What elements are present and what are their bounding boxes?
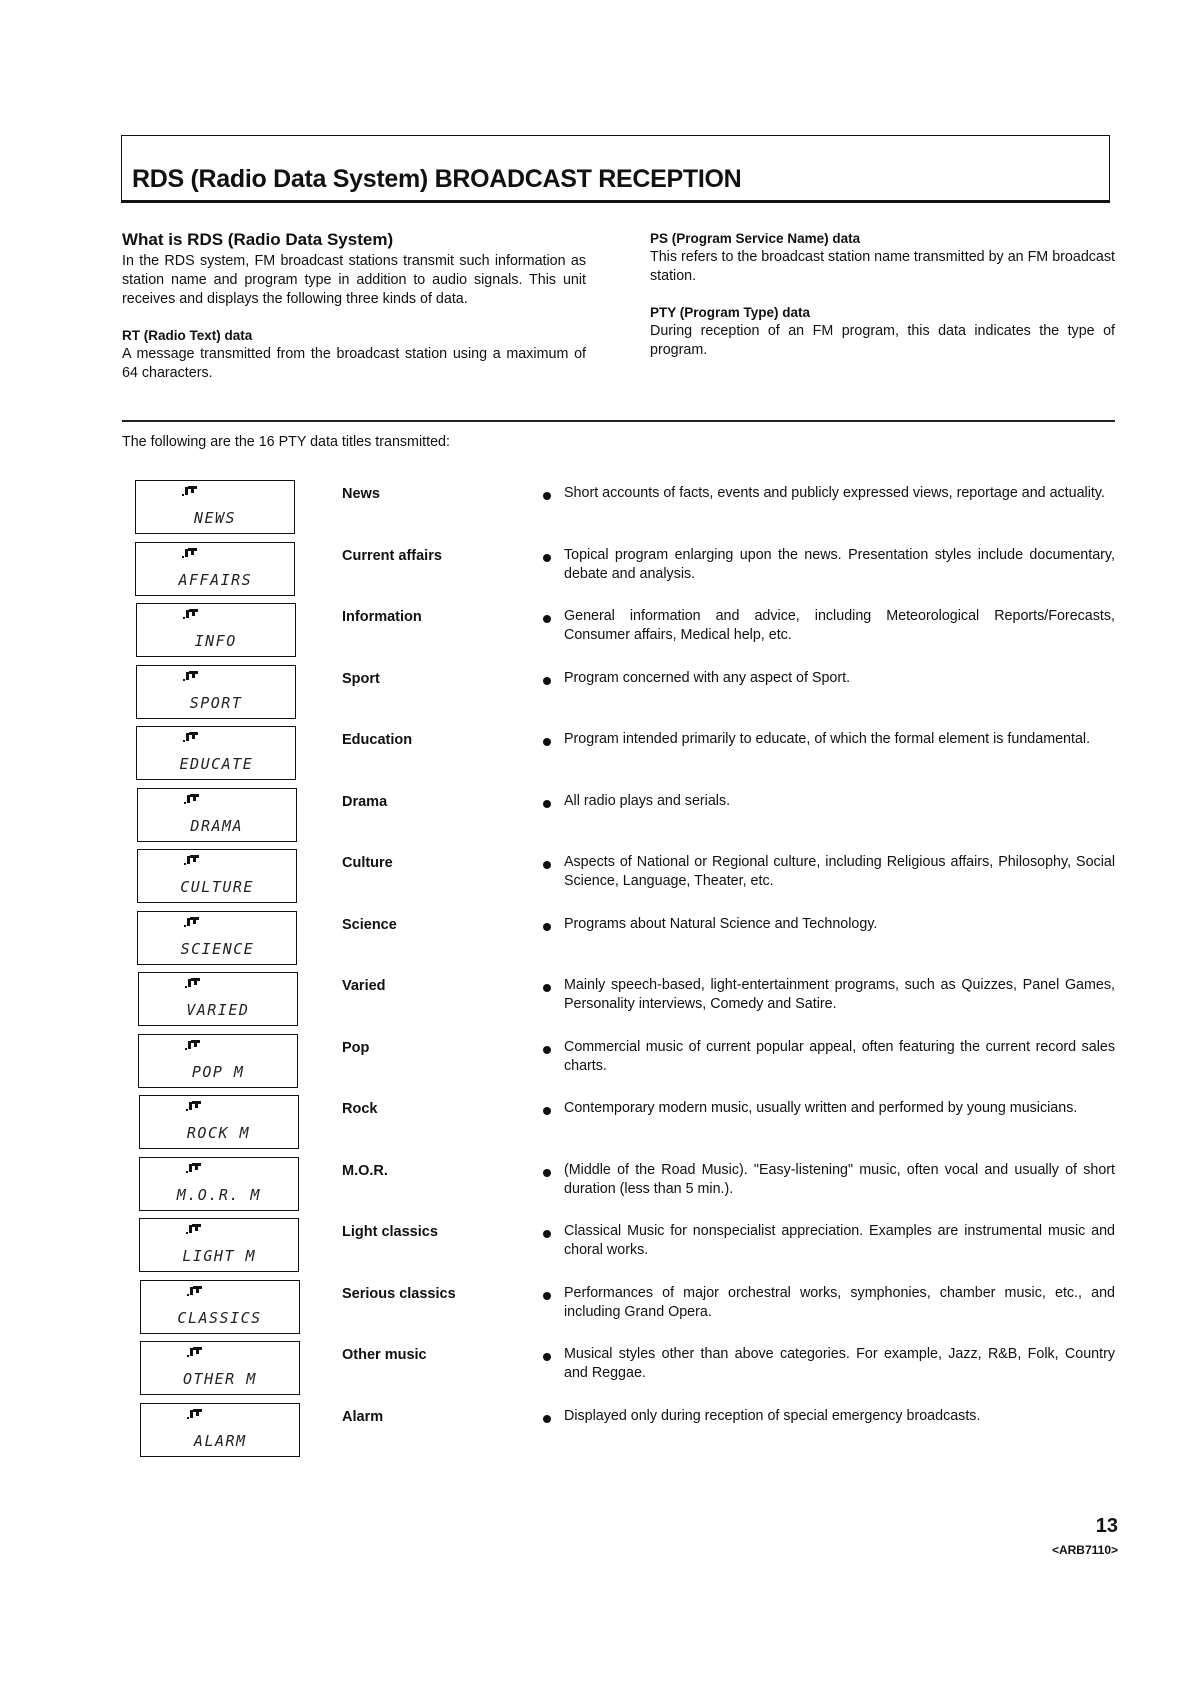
pty-row <box>0 788 1191 844</box>
pty-category: Alarm <box>342 1408 384 1425</box>
pty-indicator-icon <box>186 1223 202 1235</box>
pty-description: Aspects of National or Regional culture, including Religious affairs, Philosophy, Social Science, Language, Theater, etc. <box>564 854 1115 889</box>
pty-category: Current affairs <box>342 547 442 564</box>
what-is-rds-heading: What is RDS (Radio Data System) <box>122 230 394 249</box>
lcd-text: DRAMA <box>190 816 244 835</box>
pty-category: Light classics <box>342 1224 438 1240</box>
pty-row <box>0 911 1191 967</box>
pty-row <box>0 1218 1191 1274</box>
pty-description: Programs about Natural Science and Technology. <box>564 915 878 932</box>
ps-heading: PS (Program Service Name) data <box>650 231 861 246</box>
bullet-icon <box>543 554 551 562</box>
lcd-text: OTHER M <box>183 1370 257 1388</box>
document-code: <ARB7110> <box>1051 1543 1118 1557</box>
intro-right-column <box>650 230 1115 360</box>
pty-indicator-icon <box>184 793 200 805</box>
bullet-icon <box>543 677 551 685</box>
pty-category: Culture <box>342 855 393 871</box>
pty-category: M.O.R. <box>342 1162 388 1179</box>
what-is-rds-text: In the RDS system, FM broadcast stations transmit such information as station name and program type in addition to audio signals. This unit receives and displays the following three kinds of data. <box>122 253 586 307</box>
pty-category: Rock <box>342 1101 378 1117</box>
page-title: RDS (Radio Data System) BROADCAST RECEPTION <box>132 165 742 193</box>
lcd-display <box>139 1157 299 1211</box>
bullet-icon <box>543 1353 551 1361</box>
lcd-text: INFO <box>194 632 237 650</box>
pty-description: General information and advice, including Meteorological Reports/Forecasts, Consumer affairs, Medical help, etc. <box>564 608 1115 643</box>
lcd-text: VARIED <box>186 1001 250 1019</box>
bullet-icon <box>543 800 551 808</box>
pty-row <box>0 542 1191 598</box>
page-number: 13 <box>1095 1515 1118 1537</box>
lcd-display <box>136 726 296 780</box>
intro-left-column <box>122 230 586 383</box>
lcd-display <box>140 1341 300 1395</box>
pty-category: Varied <box>342 978 386 994</box>
lcd-text: ROCK M <box>186 1124 251 1142</box>
lcd-text: AFFAIRS <box>178 570 253 589</box>
pty-indicator-icon <box>183 670 199 682</box>
lcd-display <box>137 911 297 965</box>
bullet-icon <box>543 1046 551 1054</box>
bullet-icon <box>543 861 551 869</box>
pty-heading: PTY (Program Type) data <box>650 305 811 320</box>
pty-description: Short accounts of facts, events and publicly expressed views, reportage and actuality. <box>564 485 1105 501</box>
pty-indicator-icon <box>185 977 201 989</box>
lcd-display <box>140 1403 300 1457</box>
pty-row <box>0 1403 1191 1459</box>
pty-description: Mainly speech-based, light-entertainment programs, such as Quizzes, Panel Games, Personality interviews, Comedy and Satire. <box>564 977 1115 1012</box>
ps-text: This refers to the broadcast station name transmitted by an FM broadcast station. <box>650 249 1115 284</box>
pty-description: Topical program enlarging upon the news. Presentation styles include documentary, debate and analysis. <box>564 546 1115 582</box>
pty-indicator-icon <box>182 485 198 497</box>
pty-indicator-icon <box>187 1285 203 1297</box>
pty-indicator-icon <box>184 854 200 866</box>
bullet-icon <box>543 984 551 992</box>
rt-heading: RT (Radio Text) data <box>122 328 253 343</box>
lcd-text: LIGHT M <box>182 1247 257 1265</box>
pty-description: Program intended primarily to educate, of which the formal element is fundamental. <box>564 731 1091 747</box>
pty-category: Serious classics <box>342 1285 456 1302</box>
pty-row <box>0 726 1191 782</box>
pty-description: Performances of major orchestral works, symphonies, chamber music, etc., and including Grand Opera. <box>564 1284 1115 1320</box>
pty-description: Contemporary modern music, usually written and performed by young musicians. <box>564 1100 1078 1116</box>
pty-row <box>0 849 1191 905</box>
lcd-text: POP M <box>191 1062 245 1081</box>
pty-description: Musical styles other than above categories. For example, Jazz, R&B, Folk, Country and Reggae. <box>564 1346 1115 1381</box>
pty-indicator-icon <box>183 731 199 743</box>
pty-category: Education <box>342 732 413 748</box>
title-box <box>121 135 1110 203</box>
pty-indicator-icon <box>186 1162 202 1174</box>
lcd-display <box>136 665 296 719</box>
pty-row <box>0 1157 1191 1213</box>
lcd-text: CULTURE <box>180 878 254 896</box>
lcd-display <box>138 972 298 1026</box>
pty-category: Sport <box>342 670 380 687</box>
pty-row <box>0 665 1191 721</box>
pty-description: Program concerned with any aspect of Sport. <box>564 669 851 686</box>
pty-text: During reception of an FM program, this data indicates the type of program. <box>650 323 1115 358</box>
lcd-display <box>135 542 295 596</box>
bullet-icon <box>543 492 551 500</box>
lcd-text: SPORT <box>189 693 243 712</box>
pty-row <box>0 1034 1191 1090</box>
pty-row <box>0 972 1191 1028</box>
bullet-icon <box>543 738 551 746</box>
pty-indicator-icon <box>187 1346 203 1358</box>
pty-category: Drama <box>342 793 388 810</box>
lcd-display <box>140 1280 300 1334</box>
pty-indicator-icon <box>183 608 199 620</box>
lcd-display <box>137 788 297 842</box>
pty-category: Science <box>342 916 397 933</box>
bullet-icon <box>543 1292 551 1300</box>
pty-description: Classical Music for nonspecialist appreciation. Examples are instrumental music and choral works. <box>564 1223 1115 1258</box>
pty-row <box>0 603 1191 659</box>
lcd-text: SCIENCE <box>180 939 255 958</box>
pty-description: Commercial music of current popular appeal, often featuring the current record sales charts. <box>564 1038 1115 1074</box>
pty-indicator-icon <box>185 1039 201 1051</box>
bullet-icon <box>543 1107 551 1115</box>
bullet-icon <box>543 1415 551 1423</box>
pty-description: (Middle of the Road Music). "Easy-listening" music, often vocal and usually of short duration (less than 5 min.). <box>564 1161 1115 1197</box>
lcd-display <box>139 1218 299 1272</box>
pty-row <box>0 1280 1191 1336</box>
pty-row <box>0 480 1191 536</box>
pty-category: Pop <box>342 1039 370 1056</box>
lcd-display <box>136 603 296 657</box>
pty-list-intro: The following are the 16 PTY data titles transmitted: <box>122 434 450 450</box>
pty-indicator-icon <box>182 547 198 559</box>
pty-indicator-icon <box>186 1100 202 1112</box>
lcd-text: M.O.R. M <box>176 1185 261 1204</box>
lcd-text: CLASSICS <box>177 1308 262 1327</box>
pty-row <box>0 1341 1191 1397</box>
section-divider <box>122 420 1115 422</box>
pty-category: Information <box>342 609 422 625</box>
lcd-display <box>138 1034 298 1088</box>
bullet-icon <box>543 615 551 623</box>
pty-category: News <box>342 486 380 502</box>
pty-indicator-icon <box>184 916 200 928</box>
pty-indicator-icon <box>187 1408 203 1420</box>
lcd-display <box>135 480 295 534</box>
rt-text: A message transmitted from the broadcast station using a maximum of 64 characters. <box>122 346 586 381</box>
bullet-icon <box>543 923 551 931</box>
lcd-text: EDUCATE <box>179 755 254 773</box>
lcd-display <box>139 1095 299 1149</box>
bullet-icon <box>543 1169 551 1177</box>
bullet-icon <box>543 1230 551 1238</box>
pty-description: All radio plays and serials. <box>564 792 731 809</box>
lcd-text: NEWS <box>193 509 237 527</box>
pty-description: Displayed only during reception of special emergency broadcasts. <box>564 1407 981 1424</box>
pty-row <box>0 1095 1191 1151</box>
lcd-text: ALARM <box>193 1431 247 1450</box>
pty-category: Other music <box>342 1347 427 1363</box>
lcd-display <box>137 849 297 903</box>
